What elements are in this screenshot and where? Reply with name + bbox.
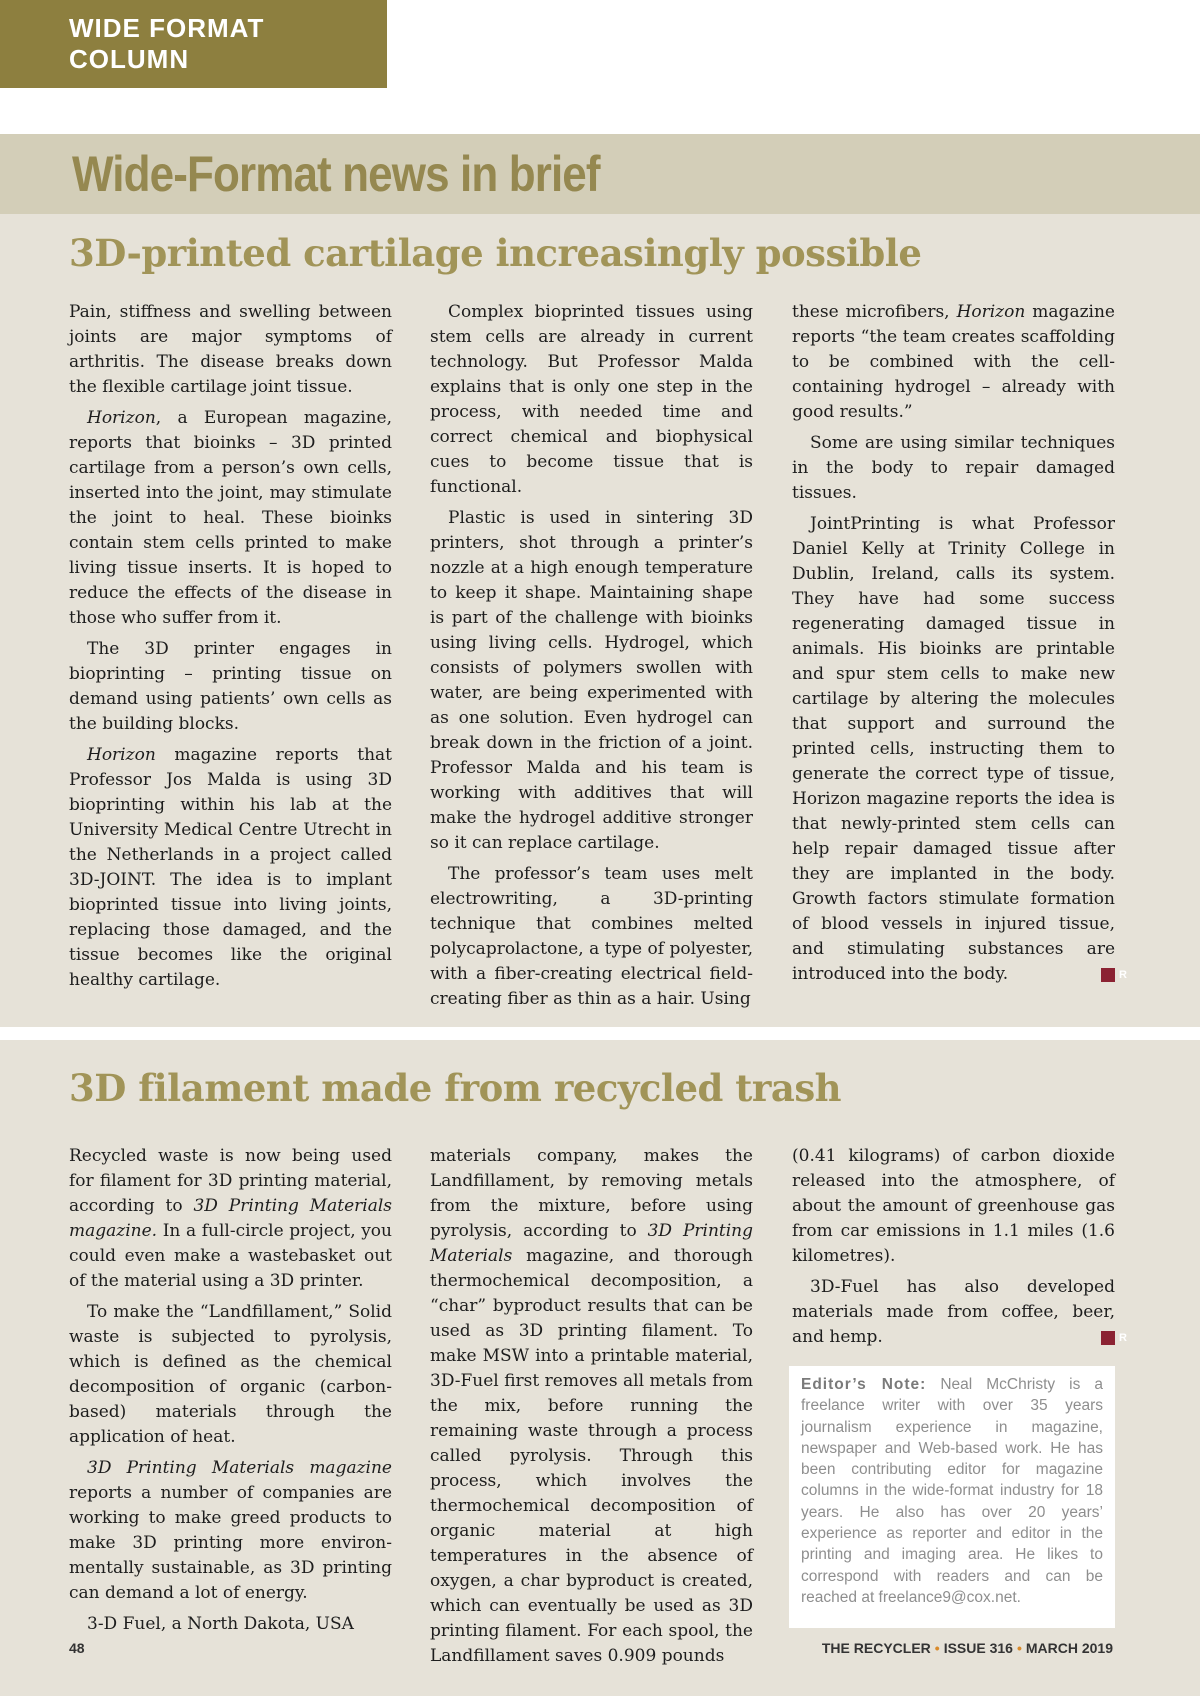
text: Recycled waste is now being used for filament for 3D printing material, according to bbox=[69, 1146, 392, 1216]
article2-column-2 bbox=[430, 1144, 753, 1675]
text: In a full-circle project, you could even make a wastebasket out of the material using a 3D printer. bbox=[69, 1221, 392, 1291]
text: JointPrinting is what Professor Daniel Kelly at Trinity College in Dublin, Ireland, calls its system. They have had some success regenerating damaged tissue in animals. His bioinks are printable and spur stem cells to make new cartilage by altering the molecules that support and surround the printed cells, instructing them to generate the correct type of tissue, Horizon magazine reports the idea is that newly-printed stem cells can help repair damaged tissue after they are implanted in the body. Growth factors stimulate formation of blood vessels in injured tissue, and stimulating substances are introduced into the body. bbox=[792, 514, 1115, 984]
emphasis: Horizon bbox=[87, 408, 156, 428]
paragraph bbox=[69, 1144, 392, 1294]
section-tab: WIDE FORMAT COLUMN bbox=[0, 0, 387, 88]
paragraph: 3-D Fuel, a North Dakota, USA bbox=[87, 1614, 354, 1634]
paragraph: Plastic is used in sintering 3D printers, shot through a printer’s nozzle at a high enough temperature to keep it shape. Maintaining shape is part of the challenge with bioinks using living cells. Hydrogel, which consists of polymers swollen with water, are being experimented with as one solution. Even hydrogel can break down in the friction of a joint. Professor Malda and his team is working with additives that will make the hydrogel additive stronger so it can replace cartilage. bbox=[430, 508, 753, 853]
article1-column-1 bbox=[69, 300, 392, 999]
emphasis: 3D Printing Materials magazine bbox=[87, 1458, 392, 1478]
editors-note-text: Neal McChristy is a freelance writer with over 35 years journalism experience in magazine, newspaper and Web-based work. He has been contributing editor for magazine columns in the wide-format industry for 18 years. He also has over 20 years’ experience as reporter and editor in the printing and imaging area. He likes to correspond with readers and can be reached at freelance9@cox.net. bbox=[801, 1376, 1103, 1606]
paragraph bbox=[69, 406, 392, 631]
article2-headline: 3D filament made from recycled trash bbox=[69, 1066, 842, 1110]
separator-dot-icon: • bbox=[934, 1640, 940, 1656]
paragraph bbox=[792, 1275, 1127, 1350]
text: 3D-Fuel has also developed materials made from coffee, beer, and hemp. bbox=[792, 1277, 1115, 1347]
text: magazine reports “the team creates scaffolding to be combined with the cell-containing hydrogel – already with good results.” bbox=[792, 302, 1115, 422]
page-number: 48 bbox=[69, 1640, 85, 1656]
text: magazine reports that Professor Jos Malda is using 3D bioprinting within his lab at the University Medical Centre Utrecht in the Netherlands in a project called 3D-JOINT. The idea is to implant bioprinted tissue into living joints, replacing those damaged, and the tissue becomes like the original healthy cartilage. bbox=[69, 745, 392, 990]
banner-title: Wide-Format news in brief bbox=[72, 146, 600, 202]
paragraph: The 3D printer engages in bioprinting – printing tissue on demand using patients’ own cells as the building blocks. bbox=[69, 639, 392, 734]
paragraph: Some are using similar techniques in the body to repair damaged tissues. bbox=[792, 433, 1115, 503]
article1-column-2 bbox=[430, 300, 753, 1018]
paragraph: Complex bioprinted tissues using stem cells are already in current technology. But Professor Malda explains that is only one step in the process, with needed time and correct chemical and biophysical cues to become tissue that is functional. bbox=[430, 302, 753, 497]
text: magazine, and thorough thermochemical decomposition, a “char” byproduct results that can be used as 3D printing filament. To make MSW into a printable material, 3D-Fuel first removes all metals from the mix, before running the remaining waste through a process called pyrolysis. Through this process, which involves the thermochemical decomposition of organic material at high temperatures in the absence of oxygen, a char byproduct is created, which can eventually be used as 3D printing filament. For each spool, the Landfillament saves 0.909 pounds bbox=[430, 1246, 753, 1666]
paragraph bbox=[69, 743, 392, 993]
article2-column-3 bbox=[792, 1144, 1127, 1356]
paragraph bbox=[792, 300, 1115, 425]
emphasis: Horizon bbox=[956, 302, 1026, 322]
paragraph: (0.41 kilograms) of carbon dioxide released into the atmosphere, of about the amount of greenhouse gas from car emissions in 1.1 miles (1.6 kilometres). bbox=[792, 1146, 1115, 1266]
issue-number: ISSUE 316 bbox=[943, 1640, 1013, 1656]
text: these microfibers, bbox=[792, 302, 957, 322]
banner bbox=[0, 134, 1200, 214]
paragraph: To make the “Landfillament,” Solid waste is subjected to pyrolysis, which is defined as the chemical decomposition of organic (carbon-based) materials through the application of heat. bbox=[69, 1302, 392, 1447]
emphasis: Horizon bbox=[87, 745, 156, 765]
emphasis: 3D Printing Materials bbox=[430, 1221, 753, 1266]
article1-column-3 bbox=[792, 300, 1127, 993]
text: reports a number of companies are working to make greed products to make 3D printing more environ-mentally sustainable, as 3D printing can demand a lot of energy. bbox=[69, 1483, 392, 1603]
separator-dot-icon: • bbox=[1016, 1640, 1022, 1656]
emphasis: 3D Printing Materials magazine. bbox=[69, 1196, 392, 1241]
paragraph bbox=[69, 1456, 392, 1606]
issue-date: MARCH 2019 bbox=[1025, 1640, 1113, 1656]
article2-column-1 bbox=[69, 1144, 392, 1643]
article1-headline: 3D-printed cartilage increasingly possible bbox=[69, 231, 922, 275]
text: , a European magazine, reports that bioinks – 3D printed cartilage from a person’s own cells, inserted into the joint, may stimulate the joint to heal. These bioinks contain stem cells printed to make living tissue inserts. It is hoped to reduce the effects of the disease in those who suffer from it. bbox=[69, 408, 392, 628]
editors-note-box bbox=[789, 1366, 1115, 1628]
publication-info bbox=[822, 1640, 1113, 1656]
paragraph bbox=[792, 512, 1127, 987]
text: materials company, makes the Landfillament, by removing metals from the mixture, before using pyrolysis, according to bbox=[430, 1146, 753, 1241]
paragraph bbox=[430, 1144, 753, 1669]
end-of-article-icon: R bbox=[1101, 968, 1115, 982]
end-of-article-icon: R bbox=[1101, 1331, 1115, 1345]
editors-note-label: Editor’s Note: bbox=[801, 1376, 927, 1393]
paragraph: Pain, stiffness and swelling between joints are major symptoms of arthritis. The disease breaks down the flexible cartilage joint tissue. bbox=[69, 302, 392, 397]
publication-name: THE RECYCLER bbox=[821, 1640, 931, 1656]
paragraph: The professor’s team uses melt electrowriting, a 3D-printing technique that combines melted polycaprolactone, a type of polyester, with a fiber-creating electrical field-creating fiber as thin as a hair. Using bbox=[430, 864, 753, 1009]
